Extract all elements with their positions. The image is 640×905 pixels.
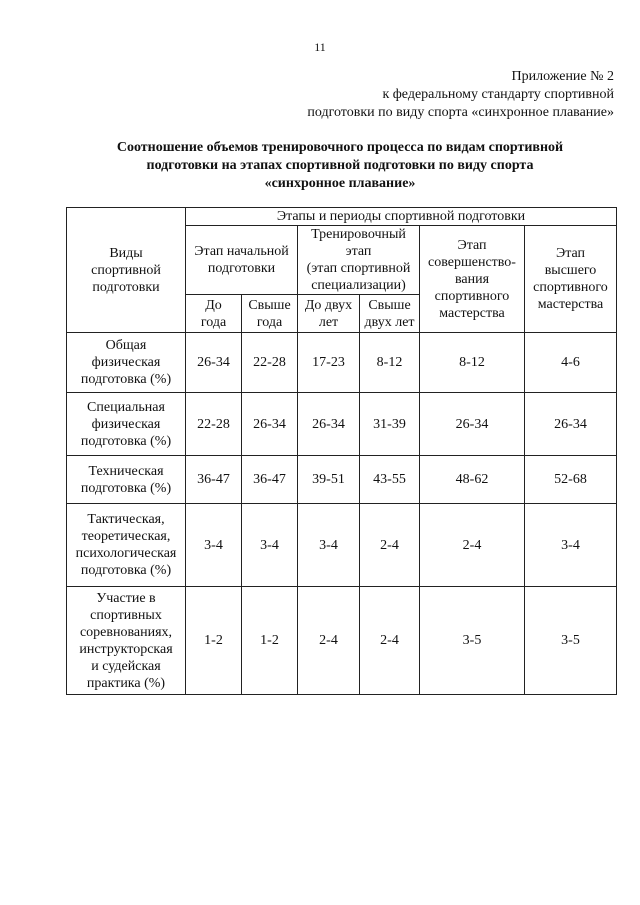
table-row [67,456,617,504]
row-label-line: подготовка (%) [80,480,172,496]
header-line: лет [318,314,339,330]
appendix-reference [307,68,614,122]
header-over-year [242,295,298,333]
value-cell: 22-28 [242,333,298,393]
header-line: подготовки [92,279,160,295]
header-line: Свыше [368,297,411,313]
header-line: мастерства [537,297,604,312]
appendix-line: подготовки по виду спорта «синхронное плавание» [307,105,614,120]
value-cell: 3-4 [298,504,360,587]
header-line: спортивного [434,288,510,304]
value-cell: 2-4 [420,504,525,587]
header-line: Этап [457,237,487,253]
value-cell: 8-12 [360,333,420,393]
header-line: Виды [109,245,143,261]
value-cell: 43-55 [360,456,420,504]
row-label [67,456,186,504]
value-cell: 39-51 [298,456,360,504]
page-number: 11 [314,40,326,54]
header-line: года [200,314,227,330]
header-line: вания [454,271,490,287]
header-line: года [256,314,283,330]
value-cell: 3-5 [420,587,525,695]
value-cell: 2-4 [360,504,420,587]
row-label-line: теоретическая, [81,529,171,544]
value-cell: 26-34 [186,333,242,393]
value-cell: 22-28 [186,393,242,456]
header-line: Тренировочный [311,227,406,242]
header-training-stage [298,226,420,295]
row-label-line: соревнованиях, [79,624,173,640]
header-line: подготовки [207,261,276,276]
row-label-line: подготовка (%) [80,372,172,387]
value-cell: 26-34 [420,393,525,456]
header-highest-stage [525,226,617,333]
header-over-two-years [360,295,420,333]
header-line: До двух [304,297,353,313]
title-line: «синхронное плавание» [264,176,416,191]
header-line: совершенство- [428,254,516,270]
row-label-line: практика (%) [86,675,166,691]
value-cell: 48-62 [420,456,525,504]
header-line: (этап спортивной [306,261,411,276]
value-cell: 36-47 [186,456,242,504]
header-up-to-year [186,295,242,333]
header-stages-periods: Этапы и периоды спортивной подготовки [186,208,617,226]
row-label-line: Общая [105,338,147,353]
value-cell: 36-47 [242,456,298,504]
header-improvement-stage [420,226,525,333]
value-cell: 26-34 [242,393,298,456]
header-line: двух лет [364,314,415,330]
training-ratio-table [66,207,617,695]
value-cell: 1-2 [186,587,242,695]
value-cell: 2-4 [360,587,420,695]
value-cell: 26-34 [298,393,360,456]
value-cell: 1-2 [242,587,298,695]
value-cell: 3-4 [186,504,242,587]
value-cell: 31-39 [360,393,420,456]
row-label [67,504,186,587]
header-line: этап [345,244,372,259]
value-cell: 26-34 [525,393,617,456]
row-label [67,333,186,393]
row-label [67,393,186,456]
row-label-line: психологическая [75,546,177,561]
header-sport-training-types [67,208,186,333]
row-label-line: Специальная [87,399,165,415]
header-initial-stage [186,226,298,295]
header-line: Этап [555,246,586,261]
header-line: спортивной [91,262,161,278]
header-line: спортивного [533,280,608,295]
value-cell: 3-5 [525,587,617,695]
row-label-line: Тактическая, [87,512,165,527]
row-label-line: подготовка (%) [80,563,172,578]
table-row [67,587,617,695]
row-label-line: физическая [91,416,161,432]
value-cell: 4-6 [525,333,617,393]
row-label-line: физическая [91,355,161,370]
header-line: До [205,297,222,313]
header-line: специализации) [311,278,406,293]
row-label [67,587,186,695]
row-label-line: спортивных [90,607,162,623]
appendix-line: к федеральному стандарту спортивной [382,87,614,102]
row-label-line: Техническая [88,463,164,479]
header-line: Этап начальной [194,244,289,259]
title-line: Соотношение объемов тренировочного процесса по видам спортивной [116,140,564,155]
table-row [67,504,617,587]
row-label-line: и судейская [91,658,161,674]
value-cell: 2-4 [298,587,360,695]
title-line: подготовки на этапах спортивной подготовки по виду спорта [146,158,534,173]
value-cell: 17-23 [298,333,360,393]
document-title [60,139,620,193]
value-cell: 52-68 [525,456,617,504]
row-label-line: Участие в [96,590,156,606]
row-label-line: инструкторская [79,641,173,657]
header-up-to-two-years [298,295,360,333]
value-cell: 3-4 [242,504,298,587]
table-row [67,333,617,393]
value-cell: 8-12 [420,333,525,393]
header-line: Свыше [248,297,291,313]
appendix-line: Приложение № 2 [511,69,614,84]
header-line: высшего [544,263,597,278]
value-cell: 3-4 [525,504,617,587]
header-line: мастерства [439,305,505,321]
table-row [67,393,617,456]
row-label-line: подготовка (%) [80,433,172,449]
